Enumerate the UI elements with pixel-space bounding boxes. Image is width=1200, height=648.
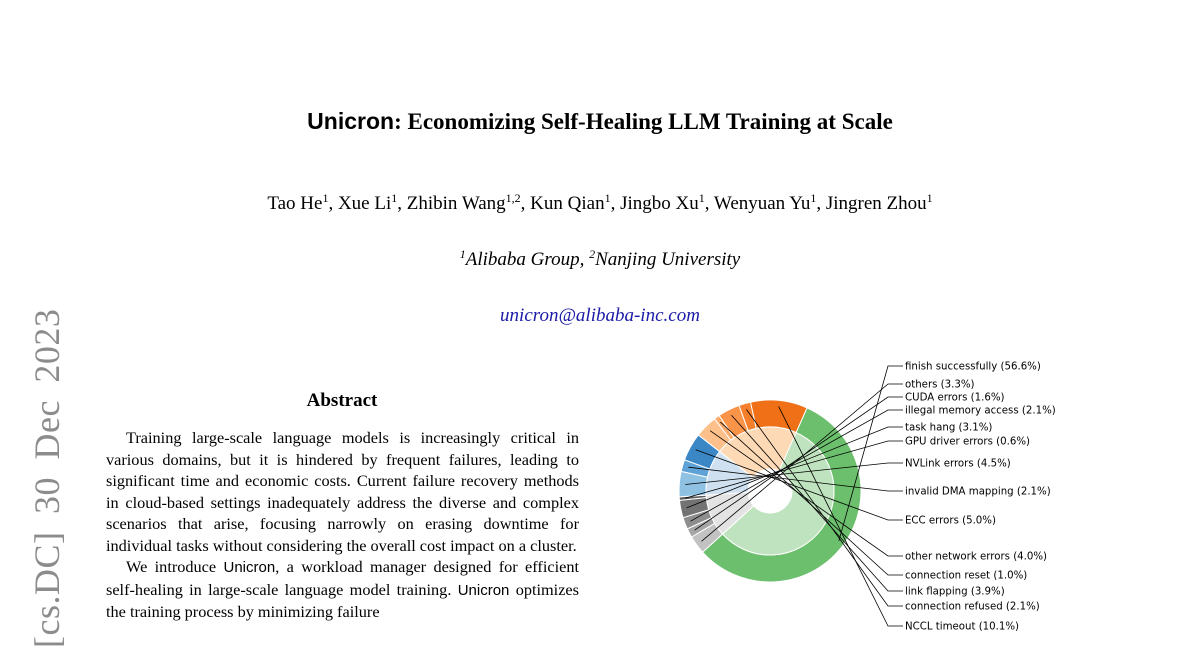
- author: Jingren Zhou$^1$: [825, 191, 933, 214]
- abstract-paragraph-2: We introduce Unicron, a workload manager designed for efficient self-healing in large-scale language model training. Unicron optimizes the training process by minimizing failure: [106, 557, 579, 621]
- author: Zhibin Wang$^{1,2}$: [406, 191, 521, 214]
- slice-label: illegal memory access (2.1%): [905, 405, 1056, 417]
- slice-label: CUDA errors (1.6%): [905, 392, 1005, 404]
- slice-label: GPU driver errors (0.6%): [905, 436, 1030, 448]
- abstract-heading: Abstract: [306, 390, 378, 411]
- author-list: Tao He$^1$, Xue Li$^1$, Zhibin Wang$^{1,2}$, Kun Qian$^1$, Jingbo Xu$^1$, Wenyuan Yu$^1$, Jingren Zhou$^1$: [267, 191, 933, 214]
- title-system-name: Unicron: [307, 108, 395, 134]
- slice-label: others (3.3%): [905, 379, 975, 391]
- paper-title: [0, 108, 1200, 135]
- affiliations: $^1$Alibaba Group, $^2$Nanjing University: [459, 247, 741, 270]
- slice-label: NVLink errors (4.5%): [905, 458, 1011, 470]
- slice-label: ECC errors (5.0%): [905, 515, 996, 527]
- author: Kun Qian$^1$: [530, 191, 611, 214]
- slice-label: finish successfully (56.6%): [905, 361, 1041, 373]
- slice-label: invalid DMA mapping (2.1%): [905, 486, 1051, 498]
- title-rest: : Economizing Self-Healing LLM Training at Scale: [394, 109, 893, 134]
- abstract-paragraph-1: Training large-scale language models is increasingly critical in various domains, but it is hindered by frequent failures, leading to significant time and economic costs. Current failure recovery methods in cloud-based settings inadequately address the diverse and complex scenarios that arise, focusing narrowly on erasing downtime for individual tasks without considering the overall cost impact on a cluster.: [106, 428, 579, 555]
- author: Xue Li$^1$: [337, 191, 398, 214]
- slice-label: connection refused (2.1%): [905, 601, 1040, 613]
- slice-label: NCCL timeout (10.1%): [905, 621, 1020, 633]
- slice-label: link flapping (3.9%): [905, 586, 1005, 598]
- slice-label: connection reset (1.0%): [905, 570, 1028, 582]
- author: Wenyuan Yu$^1$: [713, 191, 817, 214]
- author: Jingbo Xu$^1$: [620, 191, 705, 214]
- abstract-body: [106, 427, 579, 623]
- slice-label: other network errors (4.0%): [905, 551, 1048, 563]
- author: Tao He$^1$: [267, 191, 329, 214]
- contact-email[interactable]: unicron@alibaba-inc.com: [500, 305, 700, 326]
- failure-donut-chart: [660, 352, 1080, 642]
- slice-label: task hang (3.1%): [905, 422, 993, 434]
- arxiv-side-stamp: [cs.DC] 30 Dec 2023: [27, 308, 67, 648]
